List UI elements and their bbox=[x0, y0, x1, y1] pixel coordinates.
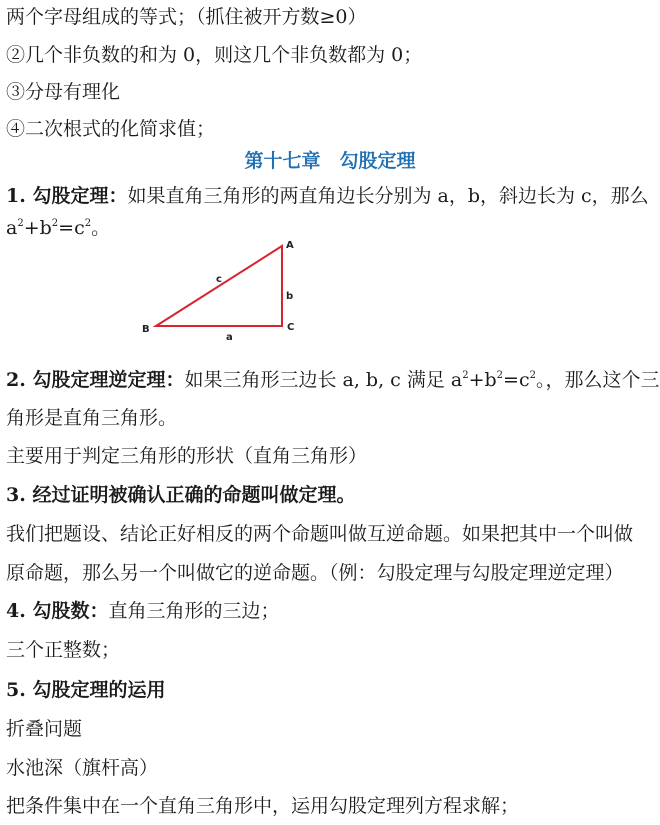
exponent: 2 bbox=[462, 370, 469, 381]
section-heading: 1. 勾股定理： bbox=[6, 185, 128, 207]
formula-part: a bbox=[6, 217, 18, 239]
exponent: 2 bbox=[529, 370, 536, 381]
text-line: 主要用于判定三角形的形状（直角三角形） bbox=[6, 445, 368, 467]
formula-part: +b bbox=[23, 217, 52, 239]
text-line: ③分母有理化 bbox=[6, 81, 121, 103]
section-text: 。，那么这个三 bbox=[535, 369, 660, 391]
triangle bbox=[156, 246, 282, 326]
vertex-label-c: C bbox=[287, 322, 295, 333]
section-text: =c bbox=[503, 369, 530, 391]
section-text: +b bbox=[468, 369, 497, 391]
exponent: 2 bbox=[17, 218, 24, 229]
section-heading: 5. 勾股定理的运用 bbox=[6, 679, 166, 701]
text-line: ④二次根式的化简求值； bbox=[6, 118, 216, 140]
vertex-label-a: A bbox=[286, 240, 294, 251]
section-text: 如果直角三角形的两直角边长分别为 a，b，斜边长为 c，那么 bbox=[127, 185, 649, 207]
section-text: 直角三角形的三边； bbox=[108, 600, 280, 622]
exponent: 2 bbox=[51, 218, 59, 229]
text-line: ②几个非负数的和为 0，则这几个非负数都为 0； bbox=[6, 44, 423, 66]
exponent: 2 bbox=[84, 218, 92, 229]
text-line: 把条件集中在一个直角三角形中，运用勾股定理列方程求解； bbox=[6, 795, 520, 817]
text-line: 水池深（旗杆高） bbox=[6, 757, 159, 779]
section-2 bbox=[6, 367, 660, 393]
section-4 bbox=[6, 598, 279, 624]
section-heading: 4. 勾股数： bbox=[6, 600, 109, 622]
section-1 bbox=[6, 183, 649, 209]
text-line: 折叠问题 bbox=[6, 718, 83, 740]
text-line: 三个正整数； bbox=[6, 639, 121, 661]
side-label-b: b bbox=[286, 291, 294, 302]
formula-part: 。 bbox=[91, 217, 111, 239]
text-line: 原命题，那么另一个叫做它的逆命题。（例：勾股定理与勾股定理逆定理） bbox=[6, 562, 624, 584]
formula-part: =c bbox=[58, 217, 85, 239]
section-heading: 3. 经过证明被确认正确的命题叫做定理。 bbox=[6, 484, 356, 506]
vertex-label-b: B bbox=[142, 324, 150, 335]
section-heading: 2. 勾股定理逆定理： bbox=[6, 369, 185, 391]
text-line: 两个字母组成的等式；（抓住被开方数≥0） bbox=[6, 6, 367, 28]
side-label-a: a bbox=[226, 332, 233, 343]
section-text: 如果三角形三边长 a, b, c 满足 a bbox=[184, 369, 463, 391]
text-line: 我们把题设、结论正好相反的两个命题叫做互逆命题。如果把其中一个叫做 bbox=[6, 523, 634, 545]
exponent: 2 bbox=[496, 370, 504, 381]
right-triangle-diagram bbox=[0, 236, 660, 346]
chapter-title: 第十七章 勾股定理 bbox=[244, 150, 416, 172]
text-line: 角形是直角三角形。 bbox=[6, 407, 178, 429]
side-label-c: c bbox=[216, 274, 222, 285]
